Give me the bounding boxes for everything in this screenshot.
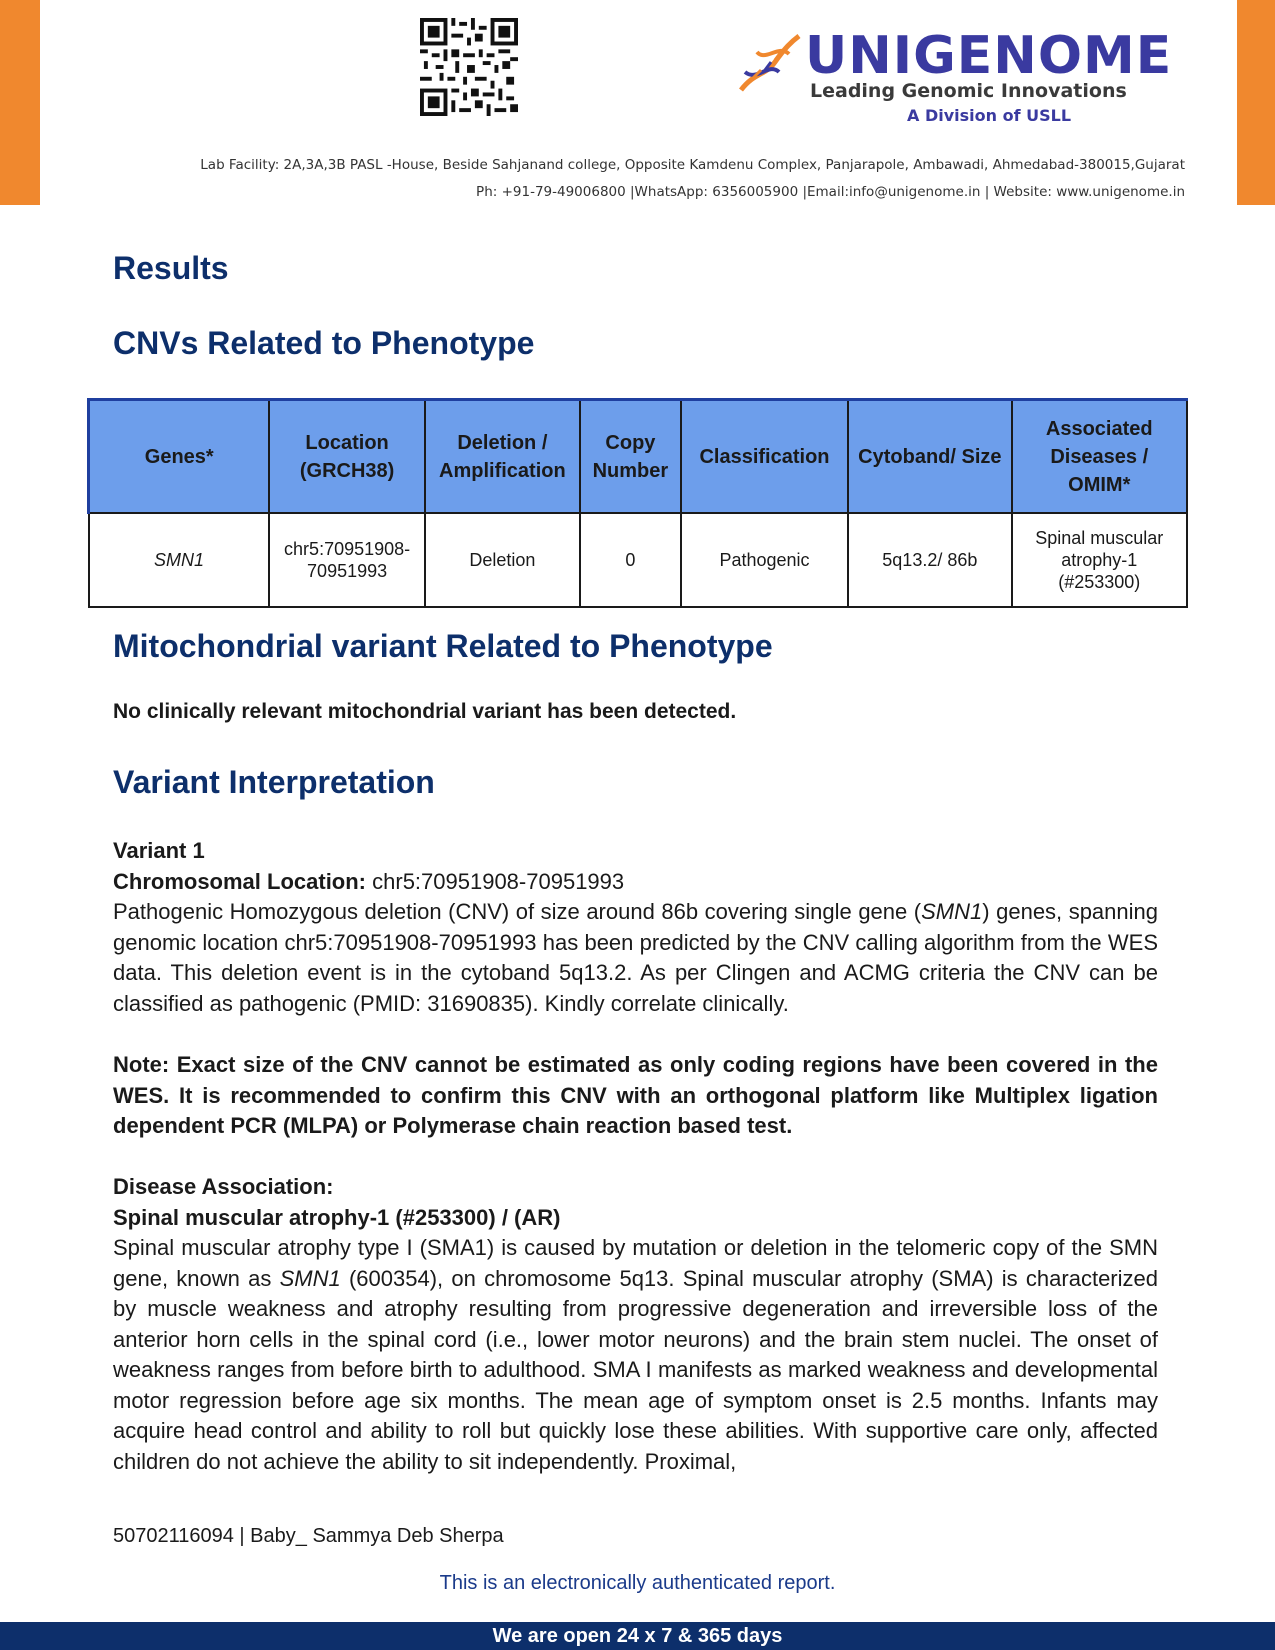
facility-contact-line: Ph: +91-79-49006800 |WhatsApp: 6356005900 |Email:info@unigenome.in | Website: www.unigenome.in bbox=[476, 184, 1185, 200]
authentication-note: This is an electronically authenticated report. bbox=[439, 1572, 836, 1594]
open-hours-banner: We are open 24 x 7 & 365 days bbox=[0, 1622, 1275, 1650]
cell-copy-number: 0 bbox=[580, 513, 681, 607]
table-row bbox=[89, 513, 1188, 607]
facility-address-line: Lab Facility: 2A,3A,3B PASL -House, Beside Sahjanand college, Opposite Kamdenu Complex, Panjarapole, Ambawadi, Ahmedabad-380015,Gujarat bbox=[200, 157, 1185, 173]
cell-location: chr5:70951908-70951993 bbox=[269, 513, 424, 607]
col-header-location: Location (GRCH38) bbox=[269, 400, 424, 514]
variant-desc-gene: SMN1 bbox=[921, 899, 983, 924]
cell-cytoband: 5q13.2/ 86b bbox=[848, 513, 1011, 607]
lab-facility-address bbox=[87, 152, 1185, 206]
disease-text-part: Spinal muscular atrophy type I (SMA1) is caused by mutation or deletion in the telomeric copy of the SMN gene, known as bbox=[113, 1235, 1158, 1291]
unigenome-logo bbox=[735, 28, 1195, 128]
cnv-table-header-row bbox=[89, 400, 1188, 514]
col-header-cytoband: Cytoband/ Size bbox=[848, 400, 1011, 514]
disease-block bbox=[113, 1172, 1158, 1477]
left-accent-bar bbox=[0, 0, 40, 205]
cnv-note: Note: Exact size of the CNV cannot be estimated as only coding regions have been covered in the WES. It is recommended to confirm this CNV with an orthogonal platform like Multiplex ligation dependent PCR (MLPA) or Polymerase chain reaction based test. bbox=[113, 1052, 1158, 1138]
variant-title: Variant 1 bbox=[113, 838, 205, 863]
disease-text-gene: SMN1 bbox=[279, 1265, 341, 1291]
col-header-deletion-amplification: Deletion / Amplification bbox=[425, 400, 580, 514]
cell-disease: Spinal muscular atrophy-1 (#253300) bbox=[1012, 513, 1188, 607]
variant-desc-part: ) genes, spanning genomic location chr5:70951908-70951993 has been predicted by the CNV calling algorithm from the WES data. This deletion event is in the cytoband 5q13.2. As per Clingen and ACMG criteria the CNV can be classified as pathogenic (PMID: 31690835). Kindly correlate clinically. bbox=[113, 899, 1159, 1016]
results-heading: Results bbox=[113, 250, 229, 286]
location-label: Chromosomal Location: bbox=[113, 868, 367, 894]
mito-heading: Mitochondrial variant Related to Phenotype bbox=[113, 628, 773, 664]
disease-label: Disease Association: bbox=[113, 1174, 334, 1199]
disease-name: Spinal muscular atrophy-1 (#253300) / (AR) bbox=[113, 1204, 561, 1230]
dna-icon bbox=[735, 32, 803, 96]
logo-tagline: Leading Genomic Innovations bbox=[810, 80, 1127, 102]
disease-text-part: (600354), on chromosome 5q13. Spinal muscular atrophy (SMA) is characterized by muscle weakness and atrophy resulting from progressive degeneration and irreversible loss of the anterior horn cells in the spinal cord (i.e., lower motor neurons) and the brain stem nuclei. The onset of weakness ranges from before birth to adulthood. SMA I manifests as marked weakness and developmental motor regression before age six months. The mean age of symptom onset is 2.5 months. Infants may acquire head control and ability to roll but quickly lose these abilities. With supportive care only, affected children do not achieve the ability to sit independently. Proximal, bbox=[113, 1265, 1158, 1474]
logo-division: A Division of USLL bbox=[907, 106, 1072, 125]
cnv-table bbox=[87, 398, 1188, 608]
cnv-note-block bbox=[113, 1050, 1158, 1142]
col-header-genes: Genes* bbox=[89, 400, 270, 514]
disease-description bbox=[113, 1233, 1158, 1477]
patient-id-footer: 50702116094 | Baby_ Sammya Deb Sherpa bbox=[113, 1525, 504, 1547]
cell-classification: Pathogenic bbox=[681, 513, 848, 607]
cell-gene: SMN1 bbox=[89, 513, 270, 607]
cnvs-heading: CNVs Related to Phenotype bbox=[113, 325, 535, 361]
variant-block bbox=[113, 836, 1158, 1019]
variant-description bbox=[113, 897, 1158, 1019]
qr-code-icon bbox=[420, 18, 518, 116]
logo-wordmark: UNIGENOME bbox=[805, 26, 1173, 86]
col-header-classification: Classification bbox=[681, 400, 848, 514]
col-header-copy-number: Copy Number bbox=[580, 400, 681, 514]
right-accent-bar bbox=[1237, 0, 1275, 205]
col-header-diseases: Associated Diseases / OMIM* bbox=[1012, 400, 1188, 514]
cell-type: Deletion bbox=[425, 513, 580, 607]
variant-desc-part: Pathogenic Homozygous deletion (CNV) of size around 86b covering single gene ( bbox=[113, 899, 922, 924]
location-value: chr5:70951908-70951993 bbox=[366, 868, 625, 894]
interpretation-heading: Variant Interpretation bbox=[113, 764, 435, 800]
mito-result-text: No clinically relevant mitochondrial variant has been detected. bbox=[113, 700, 737, 723]
